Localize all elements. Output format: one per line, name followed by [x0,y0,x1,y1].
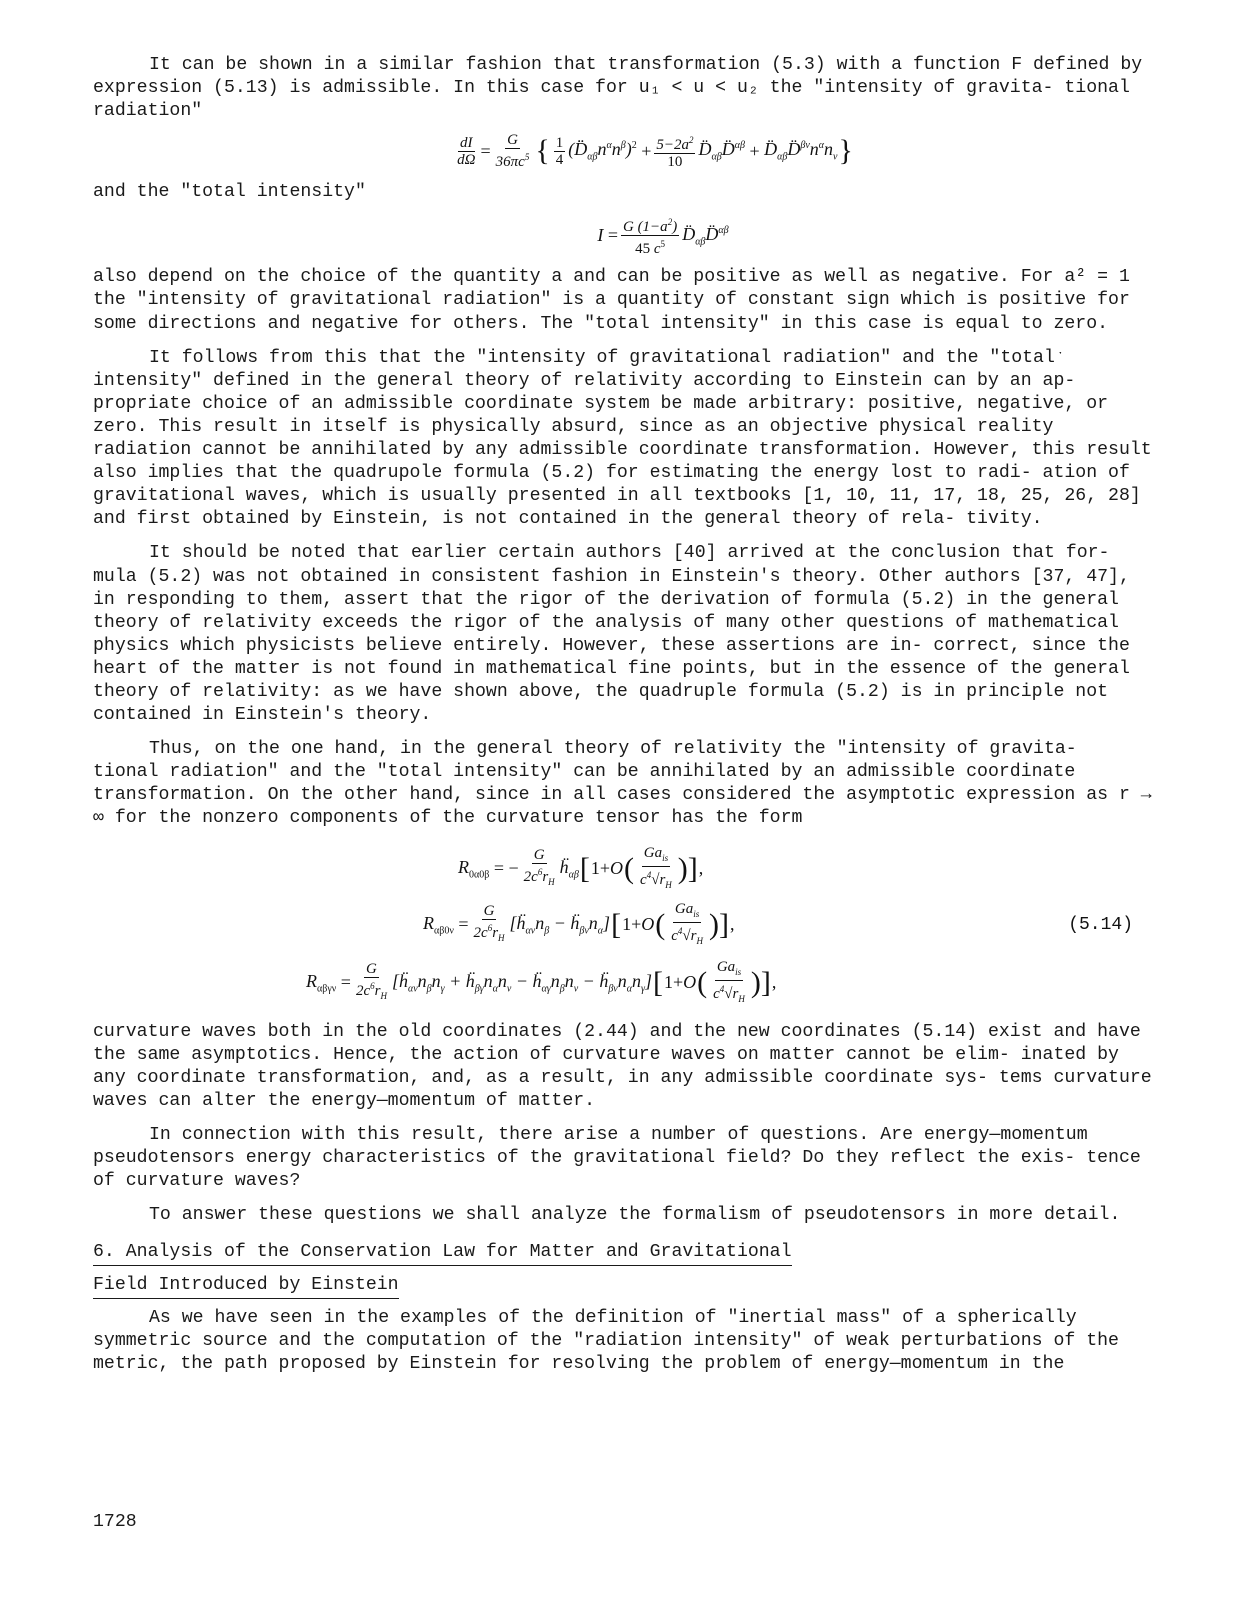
equation-block-curvature [93,839,1153,1009]
paragraph-1: It can be shown in a similar fashion that transformation (5.3) with a function F defined by expression (5.13) is admissible. In this case for u₁ < u < u₂ the "intensity of gravita- tional radiation" [93,55,1143,122]
paragraph-7: curvature waves both in the old coordinates (2.44) and the new coordinates (5.14) exist and have the same asymptotics. Hence, the action of curvature waves on matter cannot be elim- inated by any coordinate transformation, and, as a result, in any admissible coordinate sys- tems curvature waves can alter the energy—momentum of matter. [93,1021,1152,1111]
paragraph-3: also depend on the choice of the quantity a and can be positive as well as negative. For a² = 1 the "intensity of gravitational radiation" is a quantity of constant sign which is positive for some directions and negative for others. The "total intensity" in this case is equal to zero. [93,267,1130,334]
equation-label: (5.14) [1068,914,1133,935]
paragraph-10: As we have seen in the examples of the definition of "inertial mass" of a spherically symmetric source and the computation of the "radiation intensity" of weak perturbations of the metric, the path proposed by Einstein for resolving the problem of energy—momentum in the [93,1308,1119,1375]
page-number: 1728 [93,1512,137,1532]
equation-r0a0b: $R_{0\alpha 0\beta}$ = − $\frac{G}{2c^6r_H}$ $ḧ_{\alpha\beta}$ [ 1+ O ( $\frac{Ga_{is}}{c^4√r_H}$ )] , [458,844,704,890]
equation-rab0v: $R_{\alpha\beta 0\nu}$ = $\frac{G}{2c^6r_H}$ [$ḧ_{\alpha\nu}n_\beta$ − $ḧ_{\beta\nu}n_\alpha$] [ 1+ O ( $\frac{Ga_{is}}{c^4√r_H}$ )] , (5.14) [423,900,1133,946]
paragraph-8: In connection with this result, there arise a number of questions. Are energy—momentum pseudotensors energy characteristics of the gravitational field? Do they reflect the exis- tence of curvature waves? [93,1124,1141,1192]
section-heading-line-2: Field Introduced by Einstein [93,1274,399,1299]
paragraph-6: Thus, on the one hand, in the general theory of relativity the "intensity of gravita- tional radiation" and the "total intensity" can be annihilated by an admissible coordinate transformation. On the other hand, since in all cases considered the asymptotic expression as r → ∞ for the nonzero components of the curvature tensor has the form [93,739,1152,829]
paragraph-5: It should be noted that earlier certain authors [40] arrived at the conclusion that for- mula (5.2) was not obtained in consistent fashion in Einstein's theory. Other authors [37, 47], in responding to them, assert that the rigor of the derivation of formula (5.2) in the general theory of relativity exceeds the rigor of the analysis of many other questions of mathematical physics which physicists believe entirely. However, these assertions are in- correct, since the heart of the matter is not found in mathematical fine points, but in the essence of the general theory of relativity: as we have shown above, the quadruple formula (5.2) is in principle not contained in Einstein's theory. [93,543,1130,726]
section-heading [93,1241,1153,1299]
equation-total-intensity: I = $\frac{G (1-a^2)}{45 c^5}$ $D̈_{\alpha\beta}D̈^{\alpha\beta}$ [173,204,1153,266]
page-body [93,54,1153,1377]
paragraph-9: To answer these questions we shall analyze the formalism of pseudotensors in more detail. [149,1205,1121,1226]
paragraph-4: It follows from this that the "intensity of gravitational radiation" and the "totalˑ intensity" defined in the general theory of relativity according to Einstein can by an ap- propriate choice of an admissible coordinate system be made arbitrary: positive, negative, or zero. This result in itself is physically absurd, since as an objective physical reality radiation cannot be annihilated by any admissible coordinate transformation. However, this result also implies that the quadrupole formula (5.2) for estimating the energy lost to radi- ation of gravitational waves, which is usually presented in all textbooks [1, 10, 11, 17, 18, 25, 26, 28] and first obtained by Einstein, is not contained in the general theory of rela- tivity. [93,347,1152,530]
equation-rabyv: $R_{\alpha\beta\gamma\nu}$ = $\frac{G}{2c^6r_H}$ [$ḧ_{\alpha\nu}n_\beta n_\gamma$ + $ḧ_{\beta\gamma}n_\alpha n_\nu$ − $ḧ_{\alpha\gamma}n_\beta n_\nu$ − $ḧ_{\beta\nu}n_\alpha n_\gamma$] [ 1+ O ( $\frac{Ga_{is}}{c^4√r_H}$ )] , [306,958,777,1004]
paragraph-2: and the "total intensity" [93,182,366,203]
section-heading-line-1: 6. Analysis of the Conservation Law for Matter and Gravitational [93,1241,792,1266]
equation-intensity: $\frac{dI}{d\Omega}$ = $\frac{G}{36\pi c^5}$ { $\frac{1}{4}$ $(D̈̈_{\alpha\beta}n^\alpha n^\beta)^2$ + $\frac{5-2a^2}{10}$ $D̈_{\alpha\beta}D̈^{\alpha\beta}$ + $D̈_{\alpha\beta}D̈^{\beta\nu}n^\alpha n_\nu$ } [457,132,853,171]
